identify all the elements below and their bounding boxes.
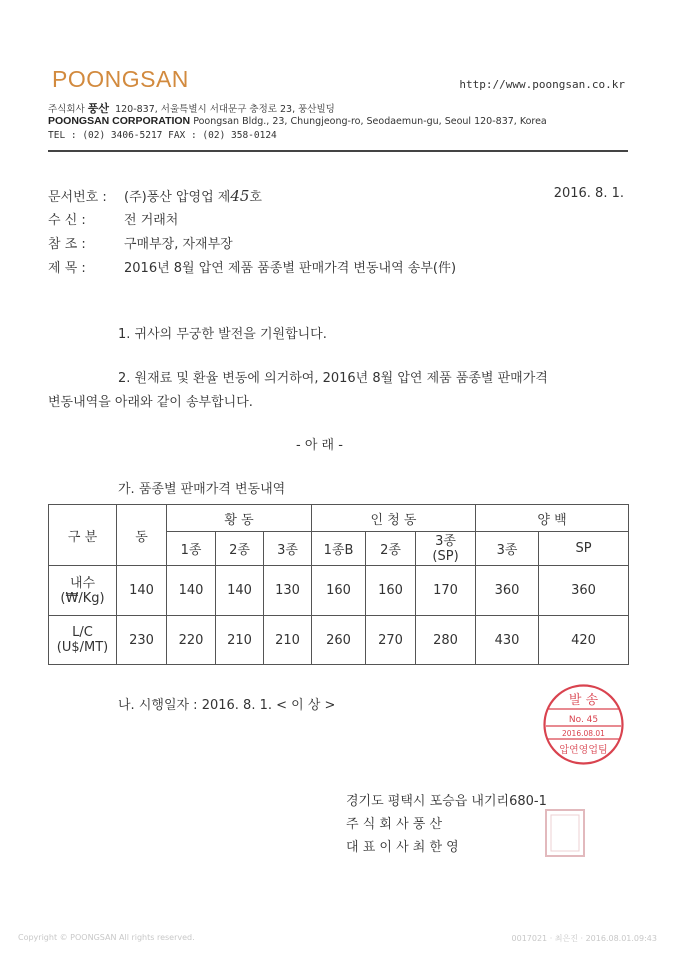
reference-value: 구매부장, 자재부장 — [124, 237, 233, 252]
recipient-label: 수 신 : — [48, 213, 86, 228]
footer-copyright: Copyright © POONGSAN All rights reserved. — [18, 933, 195, 942]
address-korean — [48, 100, 335, 116]
website-url[interactable]: http://www.poongsan.co.kr — [459, 78, 625, 91]
below-heading: - 아 래 - — [296, 438, 343, 453]
subject-label: 제 목 : — [48, 261, 86, 276]
phosphor-grade-1b: 1종B — [312, 532, 366, 566]
doc-number-label: 문서번호 : — [48, 190, 107, 205]
phosphor-bronze-header: 인 청 동 — [312, 505, 476, 532]
recipient-line — [48, 209, 178, 228]
table-cell: 130 — [264, 566, 312, 616]
address-english — [48, 115, 547, 127]
company-seal-icon — [544, 808, 586, 858]
paragraph-2-line-1: 2. 원재료 및 환율 변동에 의거하여, 2016년 8월 압연 제품 품종별 판매가격 — [118, 371, 548, 386]
brass-grade-3: 3종 — [264, 532, 312, 566]
paragraph-2-line-2: 변동내역을 아래와 같이 송부합니다. — [48, 395, 253, 410]
table-cell: 270 — [366, 616, 416, 665]
table-cell: 160 — [312, 566, 366, 616]
row-label-lc — [49, 616, 117, 665]
nickel-silver-header: 양 백 — [476, 505, 629, 532]
table-cell: 140 — [167, 566, 216, 616]
table-row — [49, 566, 629, 616]
dispatch-stamp — [542, 683, 625, 766]
brass-header: 황 동 — [167, 505, 312, 532]
brass-grade-2: 2종 — [216, 532, 264, 566]
footer-print-info: 0017021 · 최은진 · 2016.08.01.09:43 — [511, 934, 657, 943]
table-cell: 170 — [416, 566, 476, 616]
signature-address: 경기도 평택시 포승읍 내기리680-1 — [346, 794, 547, 809]
table-cell: 260 — [312, 616, 366, 665]
signature-ceo: 대 표 이 사 최 한 영 — [346, 840, 459, 855]
doc-date: 2016. 8. 1. — [553, 186, 624, 201]
table-cell: 140 — [117, 566, 167, 616]
table-cell: 430 — [476, 616, 539, 665]
subject-line — [48, 257, 456, 276]
nickel-grade-3: 3종 — [476, 532, 539, 566]
row-label-unit: (₩/Kg) — [60, 590, 105, 606]
doc-number-line — [48, 186, 262, 205]
stamp-number: No. 45 — [568, 715, 599, 725]
seal-inner-border — [551, 815, 579, 851]
table-row — [49, 616, 629, 665]
row-label-main: L/C — [72, 625, 93, 640]
reference-line — [48, 233, 233, 252]
nickel-grade-sp: SP — [539, 532, 629, 566]
table-cell: 160 — [366, 566, 416, 616]
table-cell: 420 — [539, 616, 629, 665]
seal-border — [546, 810, 584, 856]
phosphor-grade-3sp-line1: 3종 — [435, 533, 456, 549]
section-ga-heading: 가. 품종별 판매가격 변동내역 — [118, 482, 286, 497]
address-korean-text: 120-837, 서울특별시 서대문구 충정로 23, 풍산빌딩 — [115, 104, 335, 115]
doc-number-handwritten: 45 — [230, 187, 250, 205]
table-header-row — [49, 505, 629, 532]
table-cell: 210 — [264, 616, 312, 665]
address-english-text: Poongsan Bldg., 23, Chungjeong-ro, Seodaemun-gu, Seoul 120-837, Korea — [193, 116, 547, 127]
table-cell: 360 — [476, 566, 539, 616]
table-cell: 220 — [167, 616, 216, 665]
section-na-heading: 나. 시행일자 : 2016. 8. 1. < 이 상 > — [118, 698, 336, 713]
table-cell: 140 — [216, 566, 264, 616]
division-header: 구 분 — [49, 505, 117, 566]
brass-grade-1: 1종 — [167, 532, 216, 566]
company-name-english: POONGSAN CORPORATION — [48, 115, 191, 127]
company-name-korean: 풍산 — [87, 102, 110, 115]
row-label-main: 내수 — [69, 575, 96, 591]
phosphor-grade-3sp — [416, 532, 476, 566]
recipient-value: 전 거래처 — [124, 213, 179, 228]
table-cell: 280 — [416, 616, 476, 665]
price-table — [48, 504, 629, 665]
paragraph-1: 1. 귀사의 무궁한 발전을 기원합니다. — [118, 327, 327, 342]
company-logo: POONGSAN — [52, 66, 189, 92]
row-label-unit: (U$/MT) — [56, 640, 109, 655]
reference-label: 참 조 : — [48, 237, 86, 252]
company-prefix: 주식회사 — [48, 104, 85, 115]
phosphor-grade-3sp-line2: (SP) — [432, 548, 459, 564]
subject-value: 2016년 8월 압연 제품 품종별 판매가격 변동내역 송부(件) — [124, 261, 457, 276]
stamp-department: 압연영업팀 — [559, 745, 608, 756]
doc-number-suffix: 호 — [249, 190, 262, 205]
tel-fax: TEL : (02) 3406-5217 FAX : (02) 358-0124 — [48, 130, 277, 141]
phosphor-grade-2: 2종 — [366, 532, 416, 566]
table-cell: 230 — [117, 616, 167, 665]
row-label-domestic — [49, 566, 117, 616]
header-divider — [48, 150, 628, 152]
copper-header: 동 — [117, 505, 167, 566]
stamp-date: 2016.08.01 — [562, 729, 605, 738]
table-cell: 210 — [216, 616, 264, 665]
doc-number-prefix: (주)풍산 압영업 제 — [124, 190, 231, 205]
stamp-title: 발 송 — [568, 693, 599, 708]
table-cell: 360 — [539, 566, 629, 616]
signature-company: 주 식 회 사 풍 산 — [346, 817, 443, 832]
